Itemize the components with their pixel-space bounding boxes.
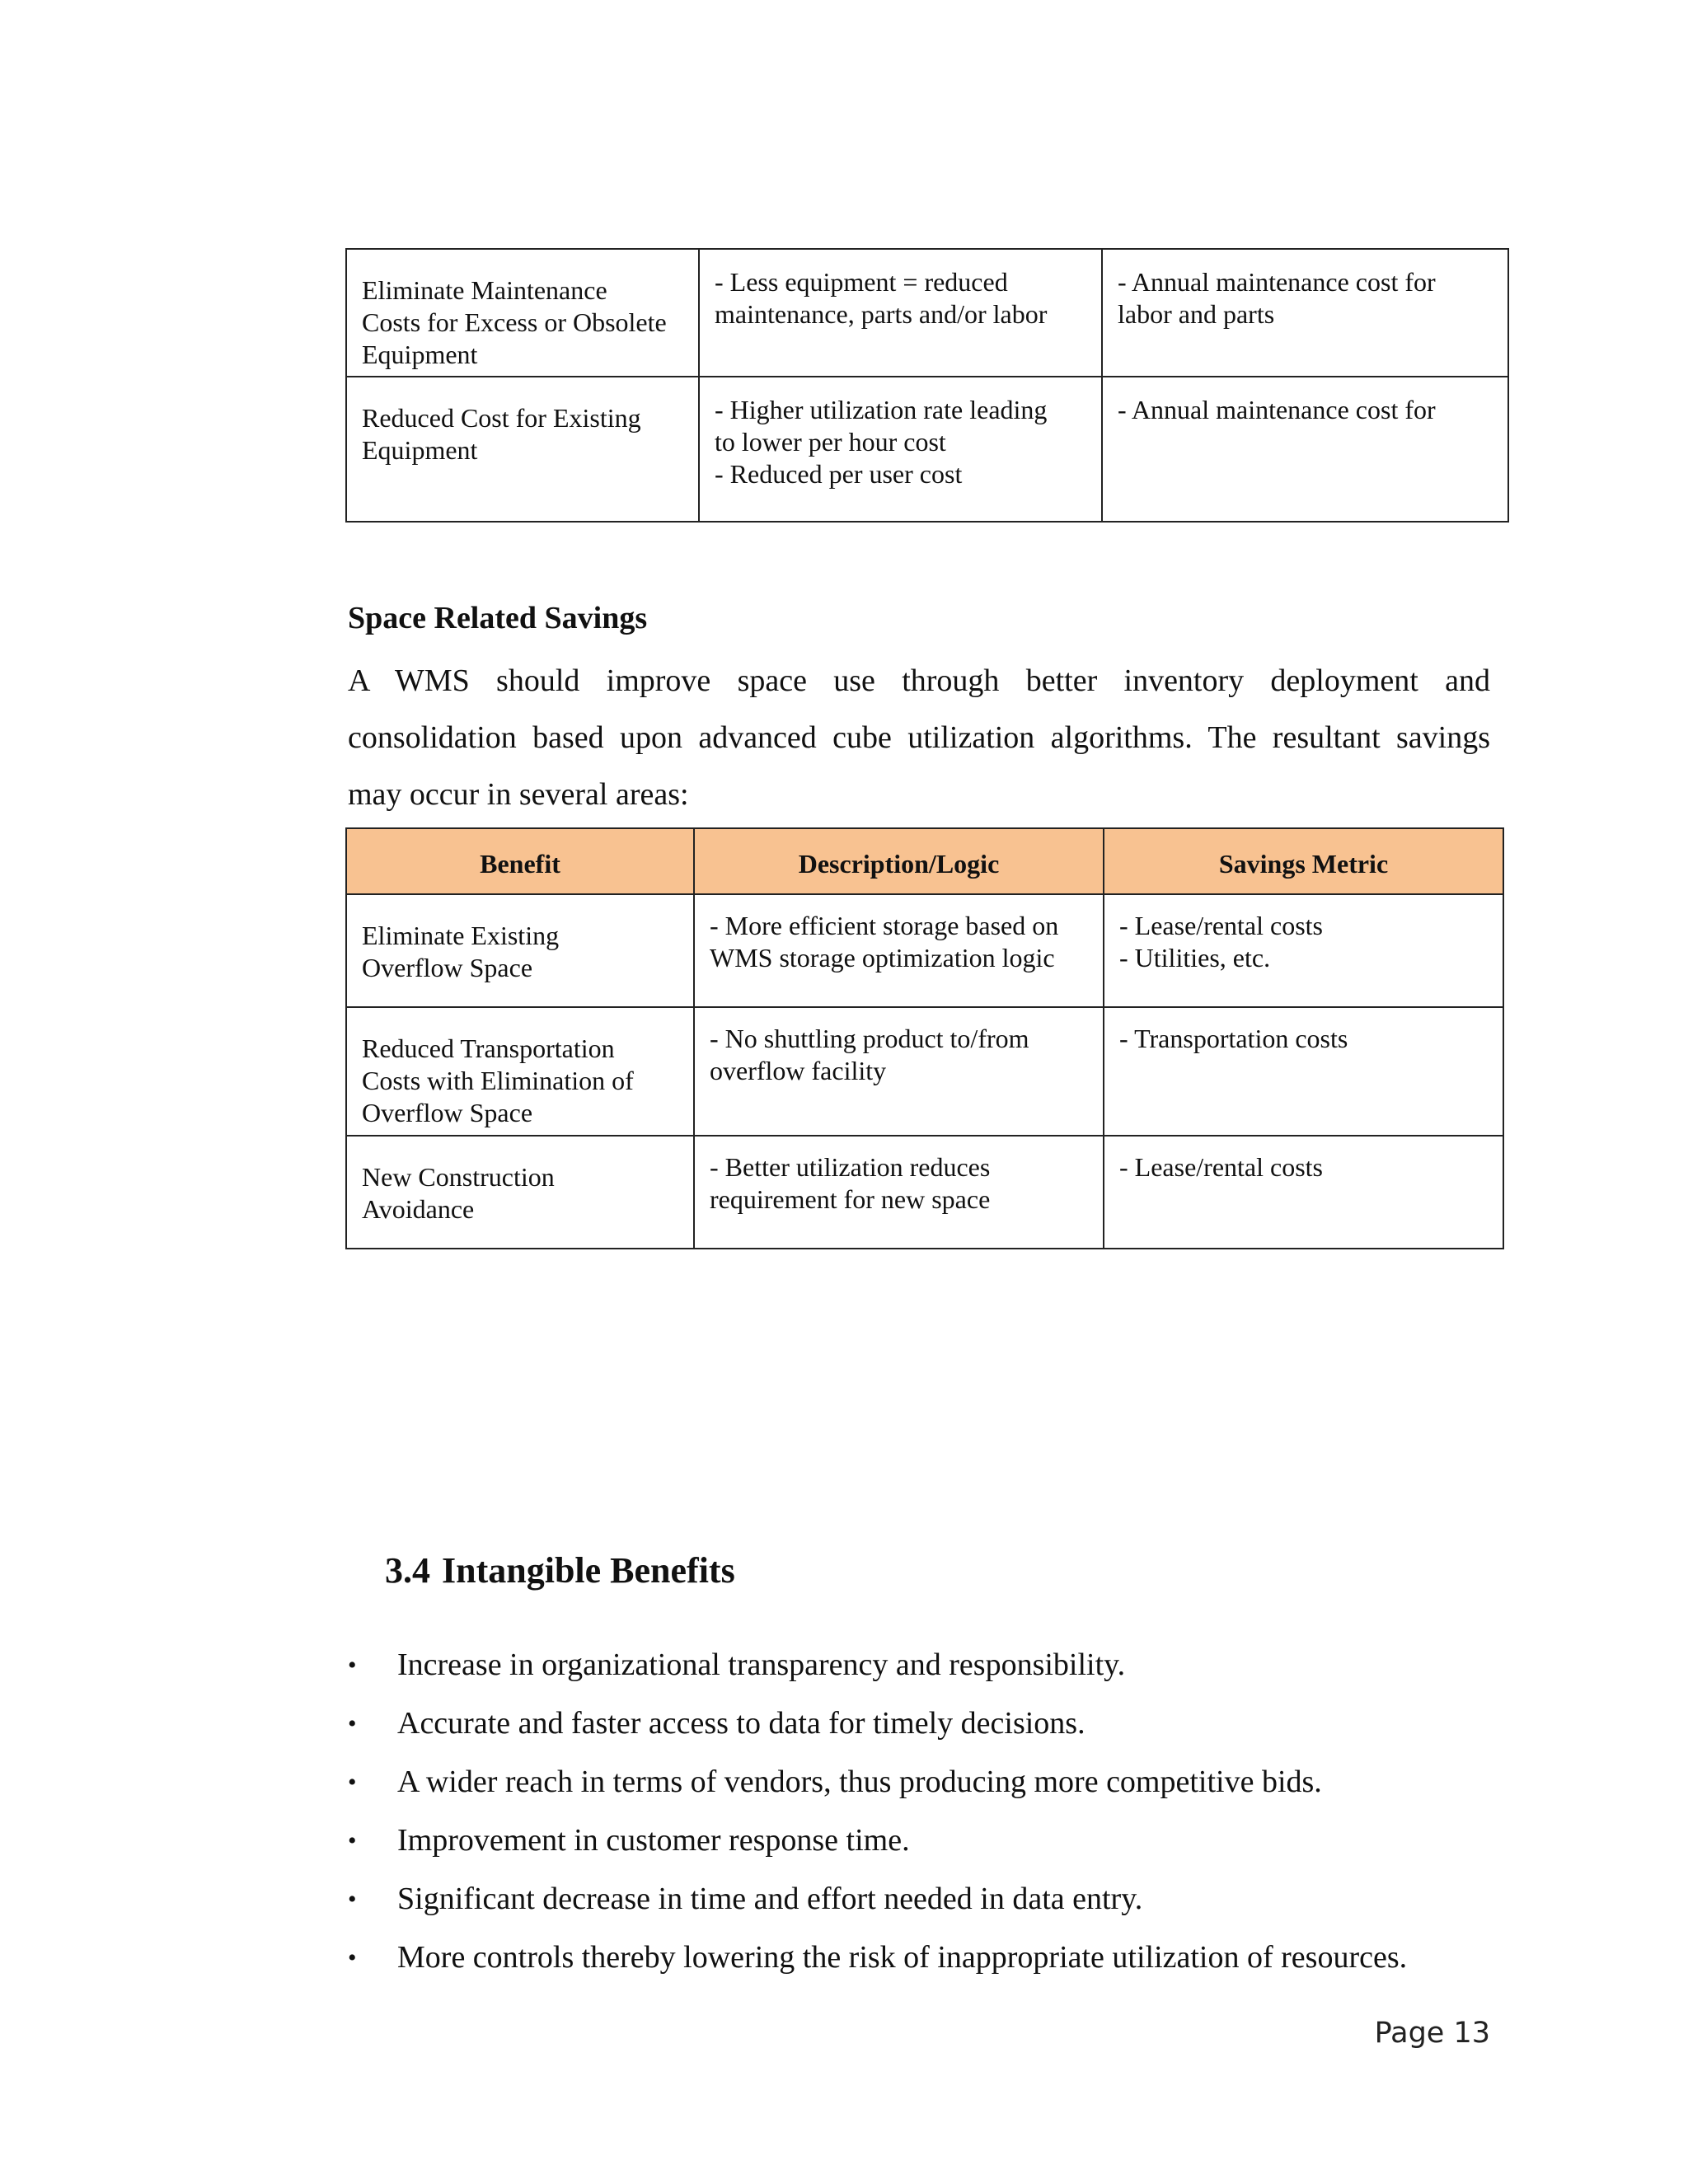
bullet-icon: • bbox=[348, 1944, 357, 1971]
table-row bbox=[346, 1136, 1503, 1249]
metric-cell: - Lease/rental costs - Utilities, etc. bbox=[1104, 894, 1503, 1007]
section-heading-space-savings: Space Related Savings bbox=[348, 601, 648, 635]
list-item: • Significant decrease in time and effort needed in data entry. bbox=[346, 1870, 1517, 1929]
table-row bbox=[346, 249, 1508, 377]
section-title: Intangible Benefits bbox=[442, 1550, 735, 1591]
description-cell: - More efficient storage based on WMS storage optimization logic bbox=[694, 894, 1104, 1007]
benefit-cell: Eliminate Maintenance Costs for Excess or Obsolete Equipment bbox=[346, 249, 699, 377]
list-item: • Improvement in customer response time. bbox=[346, 1811, 1517, 1870]
benefit-cell: Reduced Transportation Costs with Elimination of Overflow Space bbox=[346, 1007, 694, 1136]
table-row bbox=[346, 1007, 1503, 1136]
page-number: Page 13 bbox=[1374, 2017, 1490, 2050]
column-header-benefit: Benefit bbox=[346, 828, 694, 894]
benefit-cell: Reduced Cost for Existing Equipment bbox=[346, 377, 699, 522]
bullet-icon: • bbox=[348, 1710, 357, 1737]
column-header-savings-metric: Savings Metric bbox=[1104, 828, 1503, 894]
space-savings-table bbox=[345, 827, 1504, 1249]
metric-cell: - Transportation costs bbox=[1104, 1007, 1503, 1136]
benefit-cell: Eliminate Existing Overflow Space bbox=[346, 894, 694, 1007]
list-item: • More controls thereby lowering the risk of inappropriate utilization of resources. bbox=[346, 1929, 1517, 1987]
intangible-benefits-list bbox=[346, 1636, 1517, 1987]
table-row bbox=[346, 377, 1508, 522]
table-header-row bbox=[346, 828, 1503, 894]
bullet-icon: • bbox=[348, 1769, 357, 1796]
description-cell: - Better utilization reduces requirement for new space bbox=[694, 1136, 1104, 1249]
list-item: • A wider reach in terms of vendors, thus producing more competitive bids. bbox=[346, 1753, 1517, 1811]
section-number: 3.4 bbox=[385, 1550, 430, 1591]
bullet-icon: • bbox=[348, 1827, 357, 1854]
bullet-icon: • bbox=[348, 1886, 357, 1913]
bullet-icon: • bbox=[348, 1652, 357, 1679]
metric-cell: - Annual maintenance cost for bbox=[1102, 377, 1508, 522]
space-savings-paragraph: A WMS should improve space use through better inventory deployment and consolidation based upon advanced cube utilization algorithms. The resultant savings may occur in several areas: bbox=[348, 663, 1490, 812]
metric-cell: - Lease/rental costs bbox=[1104, 1136, 1503, 1249]
benefit-cell: New Construction Avoidance bbox=[346, 1136, 694, 1249]
description-cell: - No shuttling product to/from overflow facility bbox=[694, 1007, 1104, 1136]
description-cell: - Higher utilization rate leading to lower per hour cost - Reduced per user cost bbox=[699, 377, 1102, 522]
table-row bbox=[346, 894, 1503, 1007]
list-item: • Increase in organizational transparency and responsibility. bbox=[346, 1636, 1517, 1694]
metric-cell: - Annual maintenance cost for labor and parts bbox=[1102, 249, 1508, 377]
equipment-savings-table-continued bbox=[345, 248, 1509, 523]
column-header-description: Description/Logic bbox=[694, 828, 1104, 894]
list-item: • Accurate and faster access to data for timely decisions. bbox=[346, 1694, 1517, 1753]
section-heading-intangible-benefits bbox=[385, 1549, 735, 1591]
description-cell: - Less equipment = reduced maintenance, parts and/or labor bbox=[699, 249, 1102, 377]
